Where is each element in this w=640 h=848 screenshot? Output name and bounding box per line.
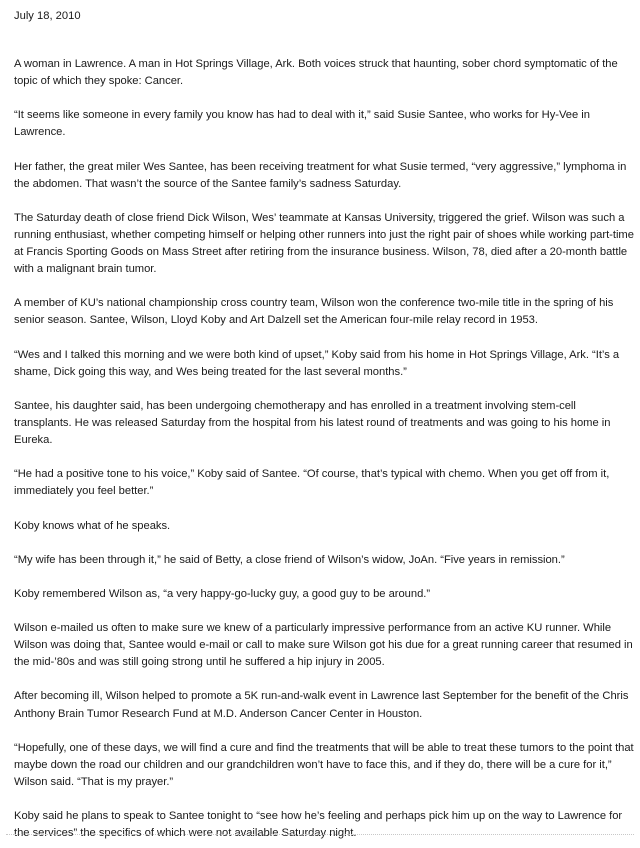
paragraph: “It seems like someone in every family you know has had to deal with it,” said Susie Santee, who works for Hy-Vee in Lawrence. xyxy=(14,109,590,139)
paragraph: Santee, his daughter said, has been undergoing chemotherapy and has enrolled in a treatment involving stem-cell transplants. He was released Saturday from the hospital from his latest round of treatments and was going to his home in Eureka. xyxy=(14,399,611,447)
article-body xyxy=(14,56,634,842)
article-date: July 18, 2010 xyxy=(14,10,81,22)
paragraph: Koby remembered Wilson as, “a very happy-go-lucky guy, a good guy to be around.” xyxy=(14,587,431,600)
paragraph: Wilson e-mailed us often to make sure we knew of a particularly impressive performance from an active KU runner. While Wilson was doing that, Santee would e-mail or call to make sure Wilson got his due for a great running career that resumed in the mid-’80s and was still going strong until he suffered a hip injury in 2005. xyxy=(14,622,633,669)
paragraph: The Saturday death of close friend Dick Wilson, Wes’ teammate at Kansas University, triggered the grief. Wilson was such a running enthusiast, whether competing himself or helping other runners into just the right pair of shoes while working part-time at Francis Sporting Goods on Mass Street after retiring from the insurance business. Wilson, 78, died after a 20-month battle with a malignant brain tumor. xyxy=(14,211,634,276)
paragraph: A member of KU’s national championship cross country team, Wilson won the conference two-mile title in the spring of his senior season. Santee, Wilson, Lloyd Koby and Art Dalzell set the American four-mile relay record in 1953. xyxy=(14,297,614,327)
paragraph: “My wife has been through it,” he said of Betty, a close friend of Wilson’s widow, JoAn. “Five years in remission.” xyxy=(14,553,565,566)
paragraph: A woman in Lawrence. A man in Hot Springs Village, Ark. Both voices struck that haunting, sober chord symptomatic of the topic of which they spoke: Cancer. xyxy=(14,58,618,88)
paragraph: “Wes and I talked this morning and we were both kind of upset,” Koby said from his home in Hot Springs Village, Ark. “It’s a shame, Dick going this way, and Wes being treated for the last several months.” xyxy=(14,348,620,378)
paragraph: Koby said he plans to speak to Santee tonight to “see how he’s feeling and perhaps pick him up on the way to Lawrence for the services” the specifics of which were not available Saturday night. xyxy=(14,810,623,840)
page-bottom-divider xyxy=(6,834,634,835)
paragraph: Her father, the great miler Wes Santee, has been receiving treatment for what Susie termed, “very aggressive,” lymphoma in the abdomen. That wasn’t the source of the Santee family’s sadness Saturday. xyxy=(14,160,627,190)
paragraph: “He had a positive tone to his voice,” Koby said of Santee. “Of course, that’s typical with chemo. When you get off from it, immediately you feel better.” xyxy=(14,468,610,498)
paragraph: “Hopefully, one of these days, we will find a cure and find the treatments that will be able to treat these tumors to the point that maybe down the road our children and our grandchildren won’t have to face this, and if they do, there will be a cure for it,” Wilson said. “That is my prayer.” xyxy=(14,741,634,788)
paragraph: After becoming ill, Wilson helped to promote a 5K run-and-walk event in Lawrence last September for the benefit of the Chris Anthony Brain Tumor Research Fund at M.D. Anderson Cancer Center in Houston. xyxy=(14,690,629,720)
paragraph: Koby knows what of he speaks. xyxy=(14,519,171,532)
